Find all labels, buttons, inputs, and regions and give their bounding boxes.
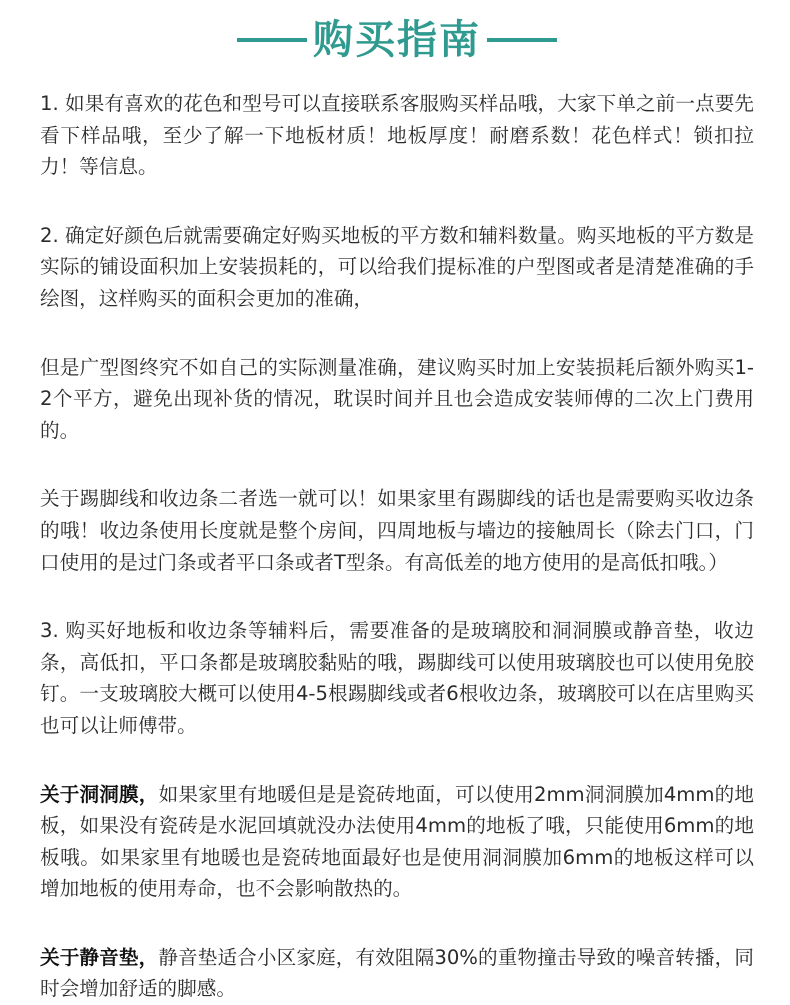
paragraph-underlay-heading: 关于静音垫， — [40, 945, 159, 969]
paragraph-glue-text: 3. 购买好地板和收边条等辅料后，需要准备的是玻璃胶和洞洞膜或静音垫，收边条，高低扣，平口条都是玻璃胶黏贴的哦，踢脚线可以使用玻璃胶也可以使用免胶钉。一支玻璃胶大概可以使用4-5根踢脚线或者6根收边条，玻璃胶可以在店里购买也可以让师傅带。 — [40, 619, 754, 737]
title-right-dash — [487, 38, 557, 42]
paragraph-measurement-text: 但是广型图终究不如自己的实际测量准确，建议购买时加上安装损耗后额外购买1-2个平方，避免出现补货的情况，耽误时间并且也会造成安装师傅的二次上门费用的。 — [40, 355, 754, 442]
paragraph-measurement — [40, 352, 754, 447]
paragraph-glue — [40, 615, 754, 741]
paragraph-sample — [40, 88, 754, 183]
paragraph-sample-text: 1. 如果有喜欢的花色和型号可以直接联系客服购买样品哦，大家下单之前一点要先看下样品哦，至少了解一下地板材质！地板厚度！耐磨系数！花色样式！锁扣拉力！等信息。 — [40, 92, 754, 179]
paragraph-skirting — [40, 483, 754, 578]
guide-content — [40, 88, 754, 1005]
paragraph-skirting-text: 关于踢脚线和收边条二者选一就可以！如果家里有踢脚线的话也是需要购买收边条的哦！收边条使用长度就是整个房间，四周地板与墙边的接触周长（除去门口，门口使用的是过门条或者平口条或者T型条。有高低差的地方使用的是高低扣哦。） — [40, 487, 754, 574]
title-row — [40, 0, 754, 80]
title-left-dash — [237, 38, 307, 42]
paragraph-underlay-text: 静音垫适合小区家庭，有效阻隔30%的重物撞击导致的噪音转播，同时会增加舒适的脚感。 — [40, 945, 754, 1001]
page-title: 购买指南 — [313, 17, 481, 63]
paragraph-membrane-heading: 关于洞洞膜， — [40, 782, 159, 806]
paragraph-area — [40, 220, 754, 315]
paragraph-membrane-text: 如果家里有地暖但是是瓷砖地面，可以使用2mm洞洞膜加4mm的地板，如果没有瓷砖是水泥回填就没办法使用4mm的地板了哦，只能使用6mm的地板哦。如果家里有地暖也是瓷砖地面最好也是使用洞洞膜加6mm的地板这样可以增加地板的使用寿命，也不会影响散热的。 — [40, 782, 755, 901]
paragraph-area-text: 2. 确定好颜色后就需要确定好购买地板的平方数和辅料数量。购买地板的平方数是实际的铺设面积加上安装损耗的，可以给我们提标准的户型图或者是清楚准确的手绘图，这样购买的面积会更加的准确， — [40, 223, 754, 310]
paragraph-membrane — [40, 779, 754, 905]
paragraph-underlay — [40, 942, 754, 1005]
